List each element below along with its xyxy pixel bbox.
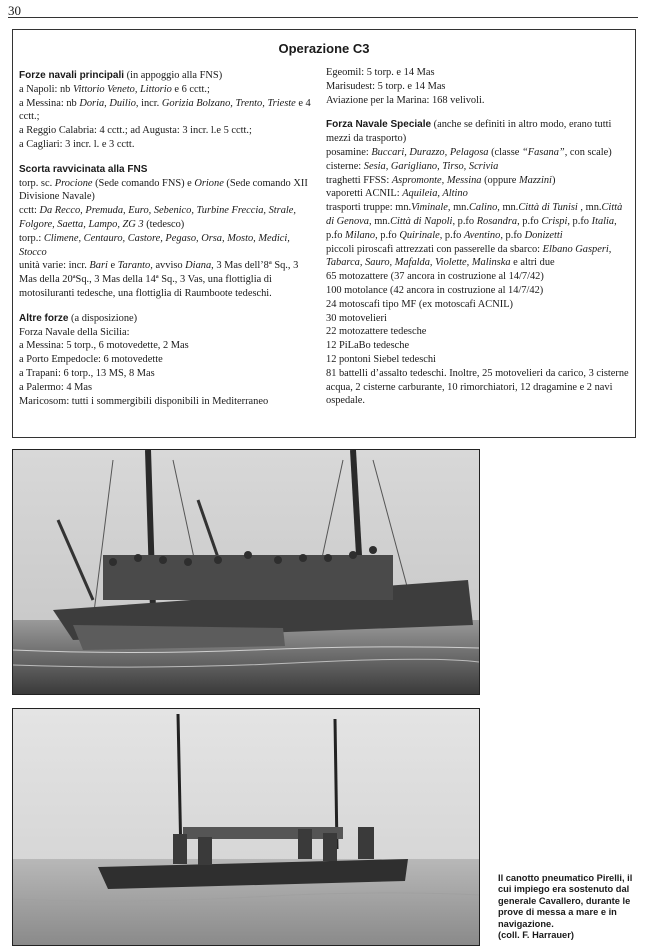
entry-line: traghetti FFSS: Aspromonte, Messina (oppure Mazzini) bbox=[326, 174, 556, 186]
ship-name: Diana bbox=[185, 260, 212, 272]
entry-line: 65 motozattere (37 ancora in costruzione al 14/7/42) bbox=[326, 271, 544, 283]
caption-text: Il canotto pneumatico Pirelli, il cui impiego era sostenuto dal generale Cavallero, durante le prove di messa a mare e in navigazione. bbox=[498, 873, 633, 929]
ship-name: Donizetti bbox=[524, 229, 563, 241]
entry-line: Egeomil: 5 torp. e 14 Mas bbox=[326, 67, 435, 78]
entry-line: Forza Navale della Sicilia: bbox=[19, 326, 130, 338]
entry-line: trasporti truppe: mn.Viminale, mn.Calino, mn.Città di Tunisi , mn.Città di Genova, mn.Città di Napoli, p.fo Rosandra, p.fo Crispi, p.fo Italia, p.fo Milano, p.fo Quirinale, p.fo Aventino, p.fo Donizetti bbox=[326, 202, 623, 241]
ship-name: “Fasana” bbox=[521, 146, 565, 158]
section-heading bbox=[19, 69, 315, 83]
ship-name: Aquileia, Altino bbox=[402, 188, 468, 200]
ship-name: Sesia, Garigliano, Tirso, Scrivia bbox=[363, 160, 499, 172]
entry-line: cctt: Da Recco, Premuda, Euro, Sebenico, Turbine Freccia, Strale, Folgore, Saetta, Lampo, ZG 3 (tedesco) bbox=[19, 205, 297, 230]
entry-line: a Messina: 5 torp., 6 motovedette, 2 Mas bbox=[19, 340, 189, 352]
entry-line: 24 motoscafi tipo MF (ex motoscafi ACNIL) bbox=[326, 298, 514, 310]
ship-name: Vittorio Veneto, Littorio bbox=[72, 83, 172, 95]
box-section bbox=[19, 69, 315, 152]
caption-credit: (coll. F. Harrauer) bbox=[498, 930, 574, 941]
ship-name: Italia bbox=[591, 215, 615, 227]
entry-line: a Trapani: 6 torp., 13 MS, 8 Mas bbox=[19, 367, 155, 379]
boat-photo-top bbox=[12, 449, 480, 695]
left-column bbox=[19, 69, 315, 419]
photo-caption bbox=[498, 873, 640, 941]
box-section bbox=[326, 118, 632, 408]
ship-name: Aventino bbox=[463, 229, 501, 241]
box-section bbox=[19, 312, 315, 409]
section-heading-label: Forza Navale Speciale bbox=[326, 119, 432, 131]
entry-line: vaporetti ACNIL: Aquileia, Altino bbox=[326, 188, 468, 200]
section-heading bbox=[19, 163, 315, 177]
entry-line: 81 battelli d’assalto tedeschi. Inoltre, 25 motovelieri da carico, 3 cisterne acqua, 2 cisterne carburante, 10 rimorchiatori, 12 dragamine e 2 navi ospedale. bbox=[326, 367, 629, 407]
entry-line: torp. sc. Procione (Sede comando FNS) e Orione (Sede comando XII Divisione Navale) bbox=[19, 177, 308, 203]
entry-line: a Cagliari: 3 incr. l. e 3 cctt. bbox=[19, 138, 135, 150]
entry-line: unità varie: incr. Bari e Taranto, avviso Diana, 3 Mas dell’8ª Sq., 3 Mas della 20ªSq., 3 Mas della 14ª Sq., 3 Vas, una flottiglia di motosiluranti tedesche, una flottiglia di Raumboote tedeschi. bbox=[19, 260, 299, 299]
box-section bbox=[326, 66, 632, 107]
ship-name: Da Recco, Premuda, Euro, Sebenico, Turbine Freccia, Strale, Folgore, Saetta, Lampo, ZG 3 bbox=[19, 205, 297, 230]
ship-name: Città di Napoli bbox=[390, 215, 453, 227]
ship-name: Climene, Centauro, Castore, Pegaso, Orsa, Mosto, Medici, Stocco bbox=[19, 232, 290, 258]
ship-name: Bari bbox=[89, 260, 108, 272]
ship-name: Buccari, Durazzo, Pelagosa bbox=[371, 146, 489, 158]
boat-photo-bottom bbox=[12, 708, 480, 946]
ship-name: Crispi bbox=[541, 215, 568, 227]
entry-line: 12 PiLaBo tedesche bbox=[326, 340, 410, 352]
ship-name: Quirinale bbox=[399, 229, 440, 241]
ship-name: Taranto, bbox=[117, 260, 153, 272]
entry-line: posamine: Buccari, Durazzo, Pelagosa (classe “Fasana”, con scale) bbox=[326, 146, 612, 158]
ship-name: Aspromonte, Messina bbox=[391, 174, 482, 186]
entry-line: a Palermo: 4 Mas bbox=[19, 381, 93, 393]
section-heading-label: Scorta ravvicinata alla FNS bbox=[19, 163, 148, 175]
ship-name: Mazzini bbox=[519, 174, 552, 186]
box-section bbox=[19, 163, 315, 301]
entry-line: a Reggio Calabria: 4 cctt.; ad Augusta: 3 incr. l.e 5 cctt.; bbox=[19, 125, 252, 137]
ship-name: Procione bbox=[54, 177, 93, 189]
ship-name: Città di Genova bbox=[326, 202, 623, 227]
entry-line: 30 motovelieri bbox=[326, 312, 387, 324]
section-heading-label: Altre forze bbox=[19, 312, 69, 324]
ship-name: Orione bbox=[194, 177, 224, 189]
ship-name: Milano bbox=[345, 229, 376, 241]
section-heading bbox=[19, 312, 315, 326]
entry-line: Aviazione per la Marina: 168 velivoli. bbox=[326, 94, 485, 106]
page-number: 30 bbox=[8, 3, 21, 18]
ship-name: Elbano Gasperi, Tabarca, Sauro, Mafalda, Violette, Malinska bbox=[326, 243, 612, 269]
ship-name: Calino bbox=[468, 202, 498, 214]
ship-name: Gorizia Bolzano, Trento, Trieste bbox=[161, 97, 296, 109]
header-rule bbox=[8, 17, 638, 18]
ship-name: Viminale bbox=[411, 202, 448, 214]
section-heading-label: Forze navali principali bbox=[19, 70, 125, 81]
entry-line: a Porto Empedocle: 6 motovedette bbox=[19, 354, 163, 366]
entry-line: Maricosom: tutti i sommergibili disponibili in Mediterraneo bbox=[19, 395, 269, 407]
entry-line: Marisudest: 5 torp. e 14 Mas bbox=[326, 80, 446, 92]
entry-line: a Napoli: nb Vittorio Veneto, Littorio e 6 cctt.; bbox=[19, 83, 210, 95]
entry-line: cisterne: Sesia, Garigliano, Tirso, Scrivia bbox=[326, 160, 499, 172]
ship-name: Doria, Duilio bbox=[79, 97, 136, 109]
entry-line: 12 pontoni Siebel tedeschi bbox=[326, 353, 436, 365]
entry-line: a Messina: nb Doria, Duilio, incr. Gorizia Bolzano, Trento, Trieste e 4 cctt.; bbox=[19, 97, 311, 123]
section-heading-note: (a disposizione) bbox=[68, 312, 138, 324]
entry-line: torp.: Climene, Centauro, Castore, Pegaso, Orsa, Mosto, Medici, Stocco bbox=[19, 232, 290, 258]
section-heading bbox=[326, 118, 632, 146]
entry-line: 22 motozattere tedesche bbox=[326, 326, 427, 338]
entry-line: 100 motolance (42 ancora in costruzione al 14/7/42) bbox=[326, 284, 544, 296]
ship-name: Rosandra bbox=[476, 215, 518, 227]
section-heading-note: (in appoggio alla FNS) bbox=[124, 70, 223, 81]
right-column bbox=[326, 66, 632, 419]
entry-line: piccoli piroscafi attrezzati con passerelle da sbarco: Elbano Gasperi, Tabarca, Sauro, Mafalda, Violette, Malinska e altri due bbox=[326, 243, 612, 269]
ship-name: Città di Tunisi bbox=[518, 202, 578, 214]
box-title: Operazione C3 bbox=[278, 41, 370, 56]
section-heading-note: (anche se definiti in altro modo, erano tutti mezzi da trasporto) bbox=[326, 119, 612, 145]
operation-box bbox=[12, 29, 636, 438]
